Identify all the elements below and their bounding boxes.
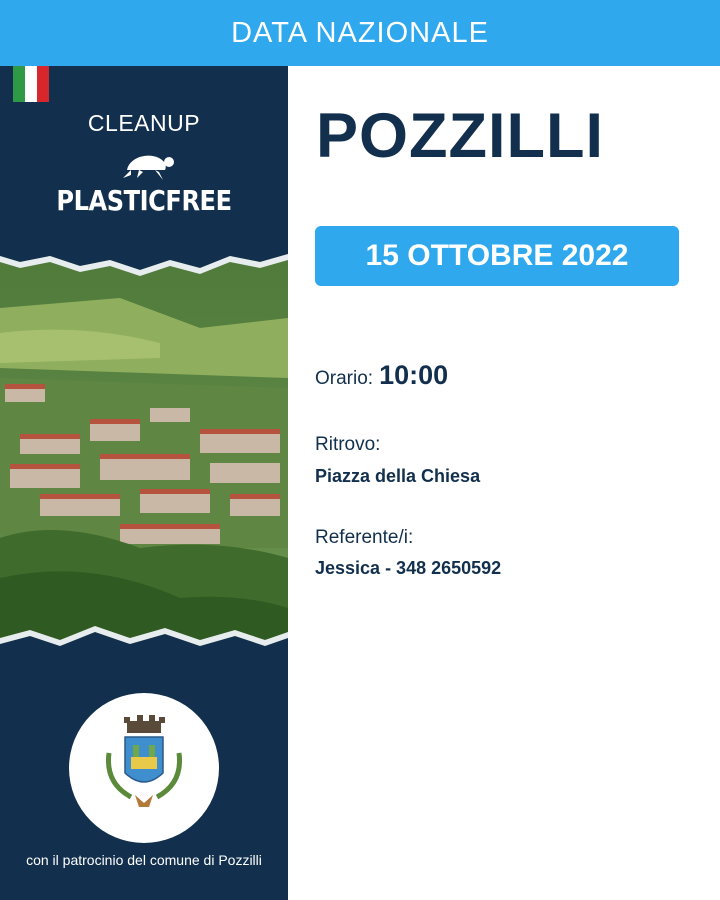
ritrovo-label: Ritrovo: [315,434,381,455]
ritrovo-value: Piazza della Chiesa [315,466,481,486]
referente-label: Referente/i: [315,527,414,548]
orario-label: Orario: [315,368,374,389]
banner-text: DATA NAZIONALE [231,16,489,49]
event-date: 15 OTTOBRE 2022 [365,239,629,272]
italian-flag-icon [13,66,49,102]
cleanup-label: CLEANUP [87,110,201,136]
turtle-icon [117,148,177,184]
referente-value: Jessica - 348 2650592 [315,558,502,578]
village-photo [0,248,288,660]
coat-of-arms-icon [69,693,219,843]
orario-value: 10:00 [379,360,449,390]
orario-row [315,360,448,391]
top-banner [0,0,720,66]
date-badge [315,226,679,286]
emblem-badge [69,693,219,843]
city-title: POZZILLI [316,101,604,171]
left-panel [0,66,288,900]
plasticfree-logo-text: PLASTICFREE [56,184,232,217]
patronage-text: con il patrocinio del comune di Pozzilli [26,852,262,868]
